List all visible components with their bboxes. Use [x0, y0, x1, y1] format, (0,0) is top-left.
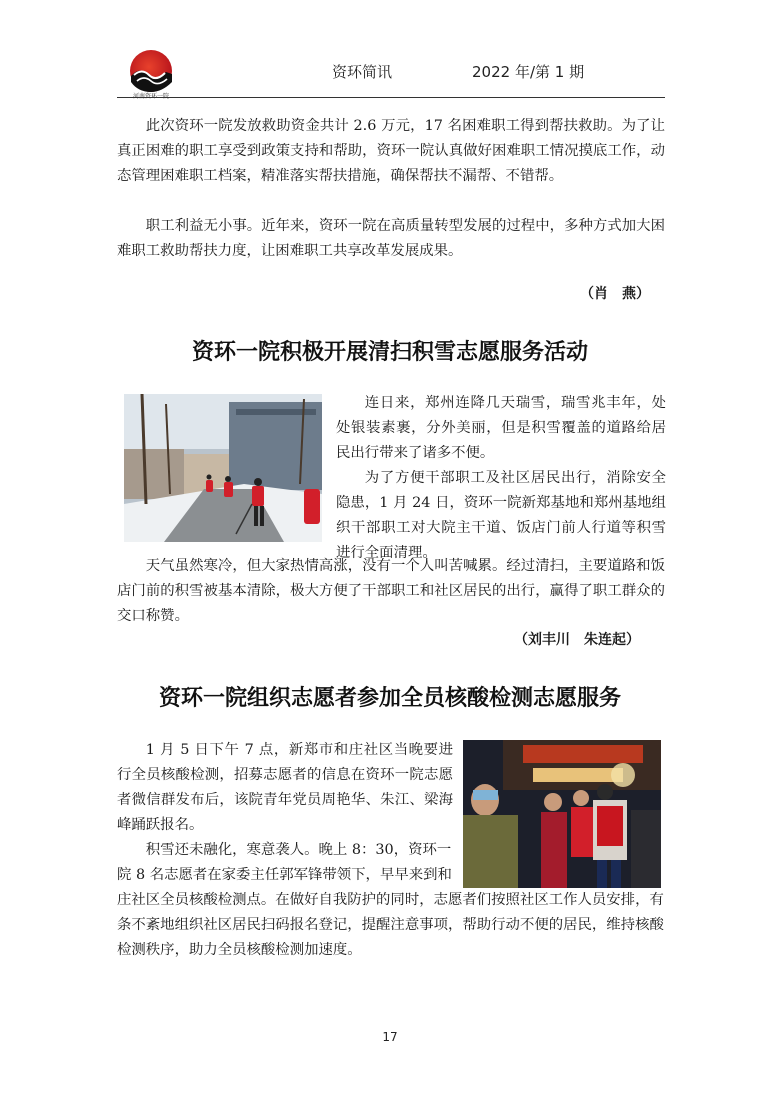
article2-paragraph-1: 连日来，郑州连降几天瑞雪，瑞雪兆丰年，处处银装素裹，分外美丽，但是积雪覆盖的道路给居民出行带来了诸多不便。 [336, 395, 666, 461]
logo-text [116, 91, 186, 100]
article3-paragraph-2-line: 庄社区全员核酸检测点。在做好自我防护的同时，志愿者们按照社区工作人员安排，有 [117, 892, 664, 908]
article2-title: 资环一院积极开展清扫积雪志愿服务活动 [191, 340, 588, 365]
article2-author: （刘丰川 朱连起） [514, 632, 640, 648]
article3-paragraph-2-line: 院 8 名志愿者在家委主任郭军锋带领下，早早来到和 [117, 867, 452, 883]
article3-paragraph-2-line: 检测秩序，助力全员核酸检测加速度。 [117, 942, 362, 958]
article2-paragraph-3: 天气虽然寒冷，但大家热情高涨，没有一个人叫苦喊累。经过清扫，主要道路和饭店门前的积雪被基本清除，极大方便了干部职工和社区居民的出行，赢得了职工群众的交口称赞。 [117, 558, 665, 624]
article3-paragraph-2-line: 积雪还未融化，寒意袭人。晚上 8：30，资环一 [145, 842, 452, 858]
article3-title: 资环一院组织志愿者参加全员核酸检测志愿服务 [158, 686, 621, 711]
header-divider [117, 97, 665, 98]
article2-paragraph-2: 为了方便干部职工及社区居民出行，消除安全隐患，1 月 24 日，资环一院新郑基地和郑州基地组织干部职工对大院主干道、饭店门前人行道等积雪进行全面清理。 [336, 470, 666, 561]
article3-paragraph-1: 1 月 5 日下午 7 点，新郑市和庄社区当晚要进行全员核酸检测，招募志愿者的信息在资环一院志愿者微信群发布后，该院青年党员周艳华、朱江、梁海峰踊跃报名。 [117, 742, 453, 833]
article1-paragraph-1: 此次资环一院发放救助资金共计 2.6 万元，17 名困难职工得到帮扶救助。为了让真正困难的职工享受到政策支持和帮助，资环一院认真做好困难职工情况摸底工作，动态管理困难职工档案，精准落实帮扶措施，确保帮扶不漏帮、不错帮。 [117, 118, 665, 184]
article3-paragraph-2-lead [117, 838, 665, 963]
publication-title: 资环简讯 [332, 63, 393, 81]
logo-icon [128, 48, 174, 94]
article1-author: （肖 燕） [580, 286, 650, 302]
snow-cleaning-photo [124, 394, 322, 542]
article3-paragraph-2-line: 条不紊地组织社区居民扫码报名登记，提醒注意事项，帮助行动不便的居民，维持核酸 [117, 917, 664, 933]
page-number: 17 [382, 1030, 398, 1044]
article1-paragraph-2: 职工利益无小事。近年来，资环一院在高质量转型发展的过程中，多种方式加大困难职工救助帮扶力度，让困难职工共享改革发展成果。 [117, 218, 665, 259]
issue-label: 2022 年/第 1 期 [472, 63, 585, 81]
